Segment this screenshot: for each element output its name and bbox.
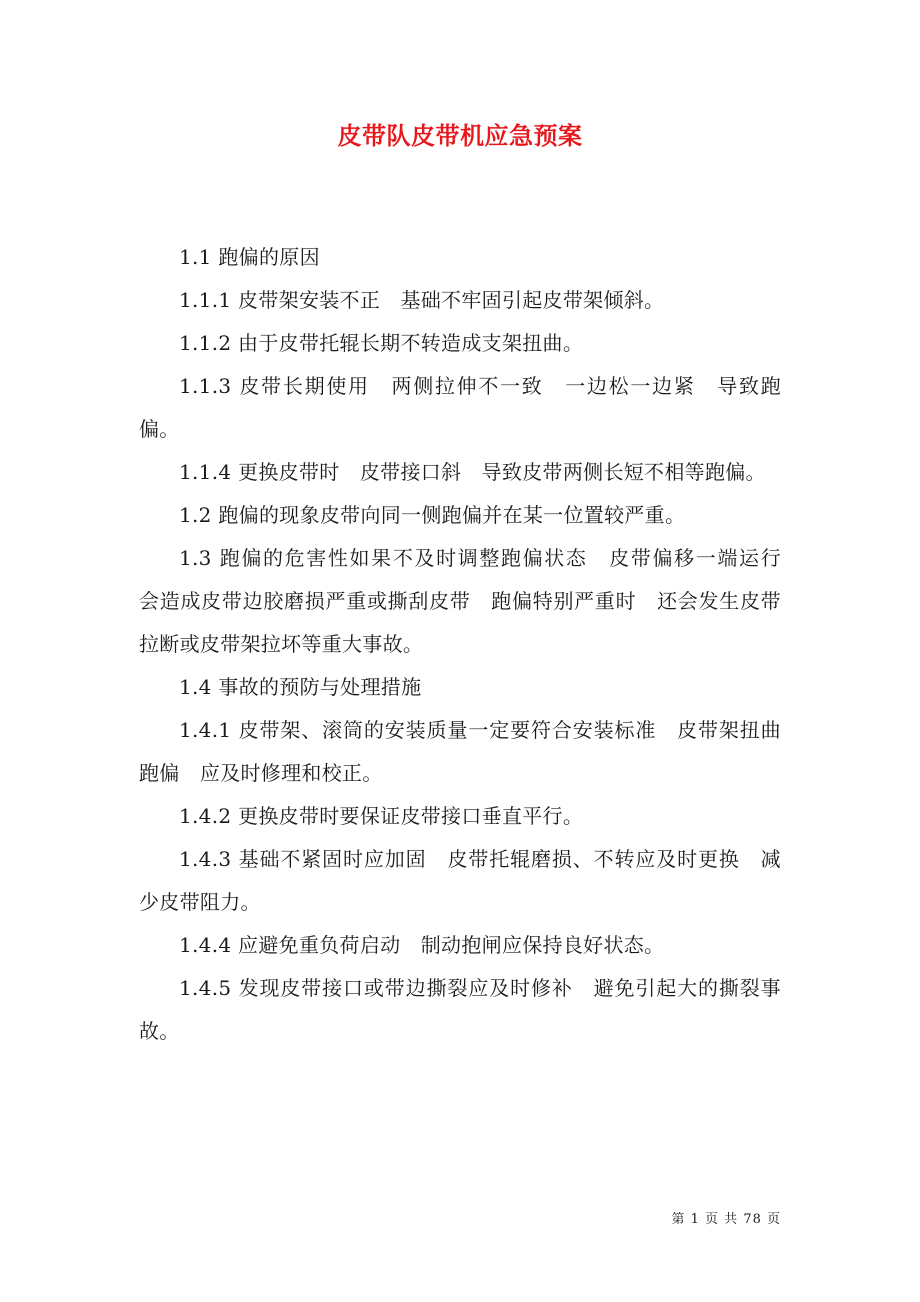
paragraph-1-2: 1.2 跑偏的现象皮带向同一侧跑偏并在某一位置较严重。 (179, 503, 686, 527)
paragraph-1-1-4: 1.1.4 更换皮带时 皮带接口斜 导致皮带两侧长短不相等跑偏。 (179, 460, 766, 484)
document-body (139, 236, 802, 1053)
paragraph-1-4-4: 1.4.4 应避免重负荷启动 制动抱闸应保持良好状态。 (179, 933, 665, 957)
paragraph-1-1-1: 1.1.1 皮带架安装不正 基础不牢固引起皮带架倾斜。 (179, 288, 665, 312)
paragraph-1-1-2: 1.1.2 由于皮带托辊长期不转造成支架扭曲。 (179, 331, 584, 355)
page-title: 皮带队皮带机应急预案 (337, 121, 583, 150)
paragraph-1-1: 1.1 跑偏的原因 (179, 245, 320, 269)
paragraph-1-4-1: 1.4.1 皮带架、滚筒的安装质量一定要符合安装标准 皮带架扭曲跑偏 应及时修理和校正。 (139, 718, 781, 785)
paragraph-1-4-3: 1.4.3 基础不紧固时应加固 皮带托辊磨损、不转应及时更换 减少皮带阻力。 (139, 847, 781, 914)
paragraph-1-1-3: 1.1.3 皮带长期使用 两侧拉伸不一致 一边松一边紧 导致跑偏。 (139, 374, 781, 441)
paragraph-1-4-5: 1.4.5 发现皮带接口或带边撕裂应及时修补 避免引起大的撕裂事故。 (139, 976, 781, 1043)
page-number: 第 1 页 共 78 页 (671, 1212, 781, 1227)
paragraph-1-4: 1.4 事故的预防与处理措施 (179, 675, 422, 699)
paragraph-1-3: 1.3 跑偏的危害性如果不及时调整跑偏状态 皮带偏移一端运行 会造成皮带边胶磨损严重或撕刮皮带 跑偏特别严重时 还会发生皮带拉断或皮带架拉坏等重大事故。 (139, 546, 802, 656)
paragraph-1-4-2: 1.4.2 更换皮带时要保证皮带接口垂直平行。 (179, 804, 584, 828)
